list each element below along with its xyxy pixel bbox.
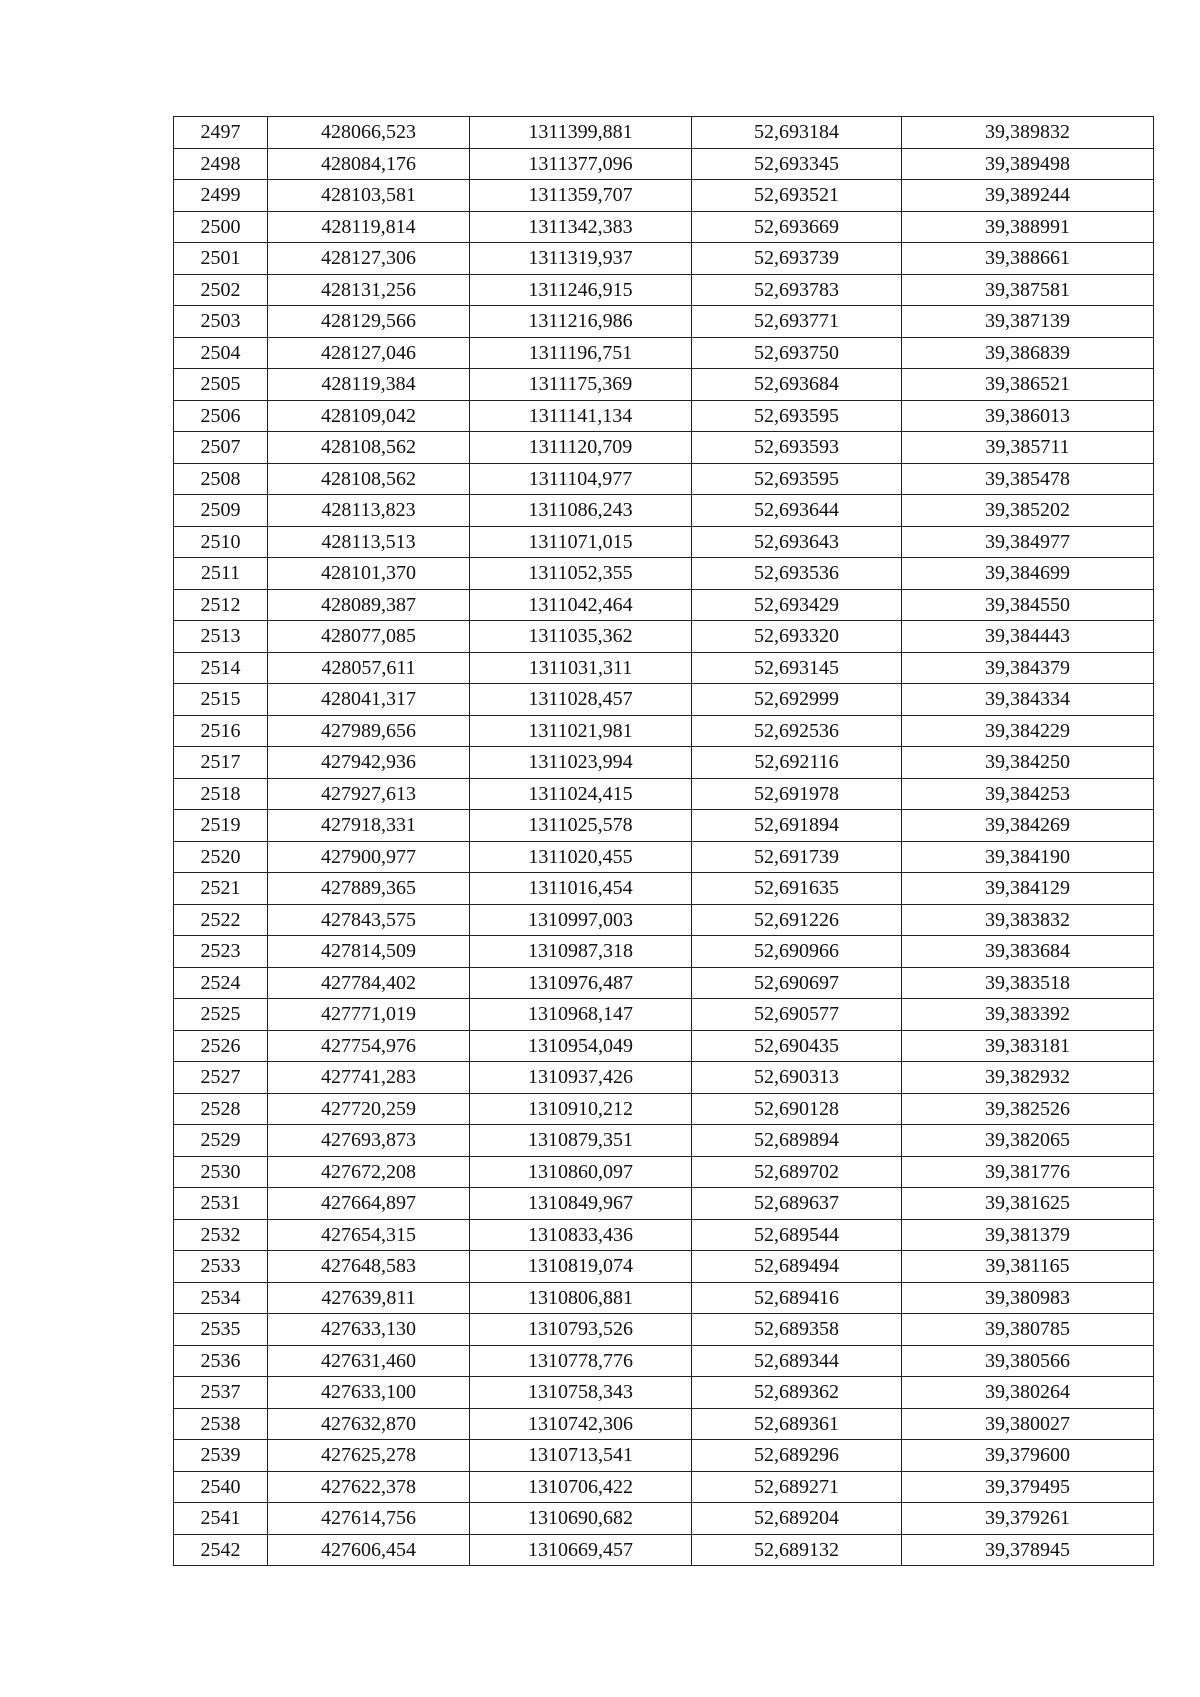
table-row <box>174 1251 1154 1283</box>
point-number-cell: 2522 <box>174 904 268 936</box>
latitude-cell: 52,690128 <box>692 1093 902 1125</box>
x-coordinate-cell: 428103,581 <box>268 180 470 212</box>
table-row <box>174 1408 1154 1440</box>
table-row <box>174 180 1154 212</box>
latitude-cell: 52,693644 <box>692 495 902 527</box>
table-row <box>174 873 1154 905</box>
table-row <box>174 1219 1154 1251</box>
x-coordinate-cell: 427754,976 <box>268 1030 470 1062</box>
latitude-cell: 52,693595 <box>692 463 902 495</box>
table-row <box>174 652 1154 684</box>
point-number-cell: 2533 <box>174 1251 268 1283</box>
table-row <box>174 117 1154 149</box>
point-number-cell: 2530 <box>174 1156 268 1188</box>
coordinate-table-body <box>174 117 1154 1566</box>
latitude-cell: 52,692116 <box>692 747 902 779</box>
x-coordinate-cell: 428119,384 <box>268 369 470 401</box>
latitude-cell: 52,689894 <box>692 1125 902 1157</box>
longitude-cell: 39,388661 <box>902 243 1154 275</box>
y-coordinate-cell: 1311021,981 <box>470 715 692 747</box>
longitude-cell: 39,383181 <box>902 1030 1154 1062</box>
longitude-cell: 39,385202 <box>902 495 1154 527</box>
longitude-cell: 39,384129 <box>902 873 1154 905</box>
y-coordinate-cell: 1310968,147 <box>470 999 692 1031</box>
latitude-cell: 52,693750 <box>692 337 902 369</box>
x-coordinate-cell: 427632,870 <box>268 1408 470 1440</box>
latitude-cell: 52,690577 <box>692 999 902 1031</box>
longitude-cell: 39,383518 <box>902 967 1154 999</box>
point-number-cell: 2526 <box>174 1030 268 1062</box>
y-coordinate-cell: 1310937,426 <box>470 1062 692 1094</box>
x-coordinate-cell: 428108,562 <box>268 432 470 464</box>
x-coordinate-cell: 427918,331 <box>268 810 470 842</box>
y-coordinate-cell: 1310997,003 <box>470 904 692 936</box>
latitude-cell: 52,691226 <box>692 904 902 936</box>
table-row <box>174 558 1154 590</box>
table-row <box>174 369 1154 401</box>
longitude-cell: 39,386013 <box>902 400 1154 432</box>
table-row <box>174 1156 1154 1188</box>
y-coordinate-cell: 1310954,049 <box>470 1030 692 1062</box>
x-coordinate-cell: 428101,370 <box>268 558 470 590</box>
point-number-cell: 2519 <box>174 810 268 842</box>
y-coordinate-cell: 1310819,074 <box>470 1251 692 1283</box>
table-row <box>174 904 1154 936</box>
latitude-cell: 52,689702 <box>692 1156 902 1188</box>
x-coordinate-cell: 428084,176 <box>268 148 470 180</box>
y-coordinate-cell: 1310690,682 <box>470 1503 692 1535</box>
table-row <box>174 400 1154 432</box>
x-coordinate-cell: 428066,523 <box>268 117 470 149</box>
longitude-cell: 39,382526 <box>902 1093 1154 1125</box>
y-coordinate-cell: 1311042,464 <box>470 589 692 621</box>
x-coordinate-cell: 427927,613 <box>268 778 470 810</box>
point-number-cell: 2513 <box>174 621 268 653</box>
table-row <box>174 1377 1154 1409</box>
longitude-cell: 39,379495 <box>902 1471 1154 1503</box>
table-row <box>174 1093 1154 1125</box>
latitude-cell: 52,693345 <box>692 148 902 180</box>
longitude-cell: 39,385711 <box>902 432 1154 464</box>
longitude-cell: 39,384250 <box>902 747 1154 779</box>
table-row <box>174 589 1154 621</box>
latitude-cell: 52,689544 <box>692 1219 902 1251</box>
table-row <box>174 999 1154 1031</box>
table-row <box>174 1188 1154 1220</box>
y-coordinate-cell: 1311031,311 <box>470 652 692 684</box>
y-coordinate-cell: 1311023,994 <box>470 747 692 779</box>
latitude-cell: 52,693595 <box>692 400 902 432</box>
point-number-cell: 2536 <box>174 1345 268 1377</box>
point-number-cell: 2525 <box>174 999 268 1031</box>
latitude-cell: 52,693536 <box>692 558 902 590</box>
longitude-cell: 39,381165 <box>902 1251 1154 1283</box>
y-coordinate-cell: 1311024,415 <box>470 778 692 810</box>
x-coordinate-cell: 427622,378 <box>268 1471 470 1503</box>
longitude-cell: 39,384550 <box>902 589 1154 621</box>
longitude-cell: 39,379600 <box>902 1440 1154 1472</box>
point-number-cell: 2506 <box>174 400 268 432</box>
latitude-cell: 52,693593 <box>692 432 902 464</box>
y-coordinate-cell: 1310742,306 <box>470 1408 692 1440</box>
latitude-cell: 52,693669 <box>692 211 902 243</box>
point-number-cell: 2542 <box>174 1534 268 1566</box>
x-coordinate-cell: 428127,306 <box>268 243 470 275</box>
y-coordinate-cell: 1311035,362 <box>470 621 692 653</box>
point-number-cell: 2515 <box>174 684 268 716</box>
x-coordinate-cell: 427814,509 <box>268 936 470 968</box>
x-coordinate-cell: 427693,873 <box>268 1125 470 1157</box>
latitude-cell: 52,693739 <box>692 243 902 275</box>
latitude-cell: 52,691739 <box>692 841 902 873</box>
y-coordinate-cell: 1310706,422 <box>470 1471 692 1503</box>
x-coordinate-cell: 428129,566 <box>268 306 470 338</box>
latitude-cell: 52,690435 <box>692 1030 902 1062</box>
y-coordinate-cell: 1311052,355 <box>470 558 692 590</box>
x-coordinate-cell: 427631,460 <box>268 1345 470 1377</box>
y-coordinate-cell: 1311342,383 <box>470 211 692 243</box>
longitude-cell: 39,380027 <box>902 1408 1154 1440</box>
x-coordinate-cell: 427633,130 <box>268 1314 470 1346</box>
point-number-cell: 2538 <box>174 1408 268 1440</box>
longitude-cell: 39,384253 <box>902 778 1154 810</box>
y-coordinate-cell: 1311246,915 <box>470 274 692 306</box>
point-number-cell: 2518 <box>174 778 268 810</box>
point-number-cell: 2511 <box>174 558 268 590</box>
longitude-cell: 39,380264 <box>902 1377 1154 1409</box>
y-coordinate-cell: 1311175,369 <box>470 369 692 401</box>
table-row <box>174 810 1154 842</box>
point-number-cell: 2531 <box>174 1188 268 1220</box>
y-coordinate-cell: 1311086,243 <box>470 495 692 527</box>
latitude-cell: 52,693771 <box>692 306 902 338</box>
y-coordinate-cell: 1311359,707 <box>470 180 692 212</box>
point-number-cell: 2504 <box>174 337 268 369</box>
y-coordinate-cell: 1311071,015 <box>470 526 692 558</box>
y-coordinate-cell: 1310910,212 <box>470 1093 692 1125</box>
longitude-cell: 39,388991 <box>902 211 1154 243</box>
point-number-cell: 2499 <box>174 180 268 212</box>
point-number-cell: 2507 <box>174 432 268 464</box>
y-coordinate-cell: 1310758,343 <box>470 1377 692 1409</box>
x-coordinate-cell: 427606,454 <box>268 1534 470 1566</box>
table-row <box>174 274 1154 306</box>
x-coordinate-cell: 427843,575 <box>268 904 470 936</box>
latitude-cell: 52,690697 <box>692 967 902 999</box>
x-coordinate-cell: 427942,936 <box>268 747 470 779</box>
x-coordinate-cell: 428119,814 <box>268 211 470 243</box>
longitude-cell: 39,380566 <box>902 1345 1154 1377</box>
y-coordinate-cell: 1310849,967 <box>470 1188 692 1220</box>
latitude-cell: 52,693184 <box>692 117 902 149</box>
x-coordinate-cell: 427989,656 <box>268 715 470 747</box>
point-number-cell: 2537 <box>174 1377 268 1409</box>
x-coordinate-cell: 428109,042 <box>268 400 470 432</box>
y-coordinate-cell: 1310713,541 <box>470 1440 692 1472</box>
point-number-cell: 2497 <box>174 117 268 149</box>
y-coordinate-cell: 1310879,351 <box>470 1125 692 1157</box>
longitude-cell: 39,384190 <box>902 841 1154 873</box>
latitude-cell: 52,689296 <box>692 1440 902 1472</box>
latitude-cell: 52,692536 <box>692 715 902 747</box>
latitude-cell: 52,691978 <box>692 778 902 810</box>
longitude-cell: 39,387581 <box>902 274 1154 306</box>
latitude-cell: 52,690966 <box>692 936 902 968</box>
longitude-cell: 39,384229 <box>902 715 1154 747</box>
longitude-cell: 39,385478 <box>902 463 1154 495</box>
y-coordinate-cell: 1310806,881 <box>470 1282 692 1314</box>
table-row <box>174 1503 1154 1535</box>
longitude-cell: 39,382932 <box>902 1062 1154 1094</box>
latitude-cell: 52,693643 <box>692 526 902 558</box>
table-row <box>174 684 1154 716</box>
y-coordinate-cell: 1310669,457 <box>470 1534 692 1566</box>
longitude-cell: 39,389244 <box>902 180 1154 212</box>
table-row <box>174 715 1154 747</box>
x-coordinate-cell: 427771,019 <box>268 999 470 1031</box>
point-number-cell: 2528 <box>174 1093 268 1125</box>
longitude-cell: 39,382065 <box>902 1125 1154 1157</box>
longitude-cell: 39,378945 <box>902 1534 1154 1566</box>
table-row <box>174 1471 1154 1503</box>
x-coordinate-cell: 428041,317 <box>268 684 470 716</box>
latitude-cell: 52,689204 <box>692 1503 902 1535</box>
y-coordinate-cell: 1310987,318 <box>470 936 692 968</box>
longitude-cell: 39,381379 <box>902 1219 1154 1251</box>
x-coordinate-cell: 427900,977 <box>268 841 470 873</box>
point-number-cell: 2508 <box>174 463 268 495</box>
point-number-cell: 2523 <box>174 936 268 968</box>
point-number-cell: 2512 <box>174 589 268 621</box>
x-coordinate-cell: 427639,811 <box>268 1282 470 1314</box>
table-row <box>174 1534 1154 1566</box>
x-coordinate-cell: 427672,208 <box>268 1156 470 1188</box>
table-row <box>174 1345 1154 1377</box>
y-coordinate-cell: 1310793,526 <box>470 1314 692 1346</box>
table-row <box>174 211 1154 243</box>
longitude-cell: 39,384699 <box>902 558 1154 590</box>
table-row <box>174 1030 1154 1062</box>
latitude-cell: 52,693521 <box>692 180 902 212</box>
point-number-cell: 2541 <box>174 1503 268 1535</box>
point-number-cell: 2527 <box>174 1062 268 1094</box>
point-number-cell: 2529 <box>174 1125 268 1157</box>
latitude-cell: 52,693684 <box>692 369 902 401</box>
point-number-cell: 2517 <box>174 747 268 779</box>
point-number-cell: 2498 <box>174 148 268 180</box>
x-coordinate-cell: 427664,897 <box>268 1188 470 1220</box>
x-coordinate-cell: 427784,402 <box>268 967 470 999</box>
table-row <box>174 526 1154 558</box>
table-row <box>174 747 1154 779</box>
latitude-cell: 52,691635 <box>692 873 902 905</box>
coordinate-table <box>173 116 1154 1566</box>
y-coordinate-cell: 1311399,881 <box>470 117 692 149</box>
longitude-cell: 39,380983 <box>902 1282 1154 1314</box>
longitude-cell: 39,383392 <box>902 999 1154 1031</box>
latitude-cell: 52,693320 <box>692 621 902 653</box>
table-row <box>174 432 1154 464</box>
longitude-cell: 39,384443 <box>902 621 1154 653</box>
x-coordinate-cell: 428113,823 <box>268 495 470 527</box>
y-coordinate-cell: 1311016,454 <box>470 873 692 905</box>
latitude-cell: 52,689362 <box>692 1377 902 1409</box>
longitude-cell: 39,379261 <box>902 1503 1154 1535</box>
point-number-cell: 2540 <box>174 1471 268 1503</box>
longitude-cell: 39,380785 <box>902 1314 1154 1346</box>
point-number-cell: 2535 <box>174 1314 268 1346</box>
x-coordinate-cell: 427633,100 <box>268 1377 470 1409</box>
y-coordinate-cell: 1310976,487 <box>470 967 692 999</box>
x-coordinate-cell: 427625,278 <box>268 1440 470 1472</box>
table-row <box>174 621 1154 653</box>
table-row <box>174 936 1154 968</box>
longitude-cell: 39,384334 <box>902 684 1154 716</box>
point-number-cell: 2510 <box>174 526 268 558</box>
point-number-cell: 2532 <box>174 1219 268 1251</box>
point-number-cell: 2521 <box>174 873 268 905</box>
latitude-cell: 52,689344 <box>692 1345 902 1377</box>
latitude-cell: 52,689361 <box>692 1408 902 1440</box>
table-row <box>174 306 1154 338</box>
latitude-cell: 52,689637 <box>692 1188 902 1220</box>
point-number-cell: 2524 <box>174 967 268 999</box>
point-number-cell: 2502 <box>174 274 268 306</box>
point-number-cell: 2520 <box>174 841 268 873</box>
table-row <box>174 1282 1154 1314</box>
latitude-cell: 52,692999 <box>692 684 902 716</box>
x-coordinate-cell: 427720,259 <box>268 1093 470 1125</box>
longitude-cell: 39,384977 <box>902 526 1154 558</box>
longitude-cell: 39,381625 <box>902 1188 1154 1220</box>
longitude-cell: 39,389498 <box>902 148 1154 180</box>
point-number-cell: 2516 <box>174 715 268 747</box>
y-coordinate-cell: 1311319,937 <box>470 243 692 275</box>
point-number-cell: 2534 <box>174 1282 268 1314</box>
longitude-cell: 39,386839 <box>902 337 1154 369</box>
table-row <box>174 463 1154 495</box>
longitude-cell: 39,387139 <box>902 306 1154 338</box>
latitude-cell: 52,689271 <box>692 1471 902 1503</box>
latitude-cell: 52,693145 <box>692 652 902 684</box>
point-number-cell: 2514 <box>174 652 268 684</box>
latitude-cell: 52,693783 <box>692 274 902 306</box>
x-coordinate-cell: 427654,315 <box>268 1219 470 1251</box>
latitude-cell: 52,689132 <box>692 1534 902 1566</box>
point-number-cell: 2501 <box>174 243 268 275</box>
longitude-cell: 39,383684 <box>902 936 1154 968</box>
table-row <box>174 148 1154 180</box>
table-row <box>174 967 1154 999</box>
y-coordinate-cell: 1311104,977 <box>470 463 692 495</box>
table-row <box>174 778 1154 810</box>
latitude-cell: 52,689358 <box>692 1314 902 1346</box>
longitude-cell: 39,381776 <box>902 1156 1154 1188</box>
table-row <box>174 1440 1154 1472</box>
point-number-cell: 2505 <box>174 369 268 401</box>
y-coordinate-cell: 1311025,578 <box>470 810 692 842</box>
x-coordinate-cell: 427648,583 <box>268 1251 470 1283</box>
point-number-cell: 2509 <box>174 495 268 527</box>
x-coordinate-cell: 427741,283 <box>268 1062 470 1094</box>
point-number-cell: 2500 <box>174 211 268 243</box>
longitude-cell: 39,383832 <box>902 904 1154 936</box>
y-coordinate-cell: 1310778,776 <box>470 1345 692 1377</box>
x-coordinate-cell: 428077,085 <box>268 621 470 653</box>
point-number-cell: 2539 <box>174 1440 268 1472</box>
table-row <box>174 243 1154 275</box>
y-coordinate-cell: 1311196,751 <box>470 337 692 369</box>
y-coordinate-cell: 1311141,134 <box>470 400 692 432</box>
latitude-cell: 52,689416 <box>692 1282 902 1314</box>
x-coordinate-cell: 428131,256 <box>268 274 470 306</box>
x-coordinate-cell: 428089,387 <box>268 589 470 621</box>
table-row <box>174 337 1154 369</box>
longitude-cell: 39,389832 <box>902 117 1154 149</box>
table-row <box>174 1062 1154 1094</box>
table-row <box>174 841 1154 873</box>
x-coordinate-cell: 427889,365 <box>268 873 470 905</box>
longitude-cell: 39,384379 <box>902 652 1154 684</box>
y-coordinate-cell: 1311377,096 <box>470 148 692 180</box>
y-coordinate-cell: 1310833,436 <box>470 1219 692 1251</box>
x-coordinate-cell: 427614,756 <box>268 1503 470 1535</box>
point-number-cell: 2503 <box>174 306 268 338</box>
x-coordinate-cell: 428108,562 <box>268 463 470 495</box>
x-coordinate-cell: 428057,611 <box>268 652 470 684</box>
latitude-cell: 52,691894 <box>692 810 902 842</box>
y-coordinate-cell: 1311120,709 <box>470 432 692 464</box>
y-coordinate-cell: 1311216,986 <box>470 306 692 338</box>
table-row <box>174 495 1154 527</box>
x-coordinate-cell: 428127,046 <box>268 337 470 369</box>
table-row <box>174 1125 1154 1157</box>
longitude-cell: 39,386521 <box>902 369 1154 401</box>
latitude-cell: 52,690313 <box>692 1062 902 1094</box>
table-row <box>174 1314 1154 1346</box>
x-coordinate-cell: 428113,513 <box>268 526 470 558</box>
y-coordinate-cell: 1310860,097 <box>470 1156 692 1188</box>
latitude-cell: 52,689494 <box>692 1251 902 1283</box>
y-coordinate-cell: 1311028,457 <box>470 684 692 716</box>
longitude-cell: 39,384269 <box>902 810 1154 842</box>
latitude-cell: 52,693429 <box>692 589 902 621</box>
y-coordinate-cell: 1311020,455 <box>470 841 692 873</box>
